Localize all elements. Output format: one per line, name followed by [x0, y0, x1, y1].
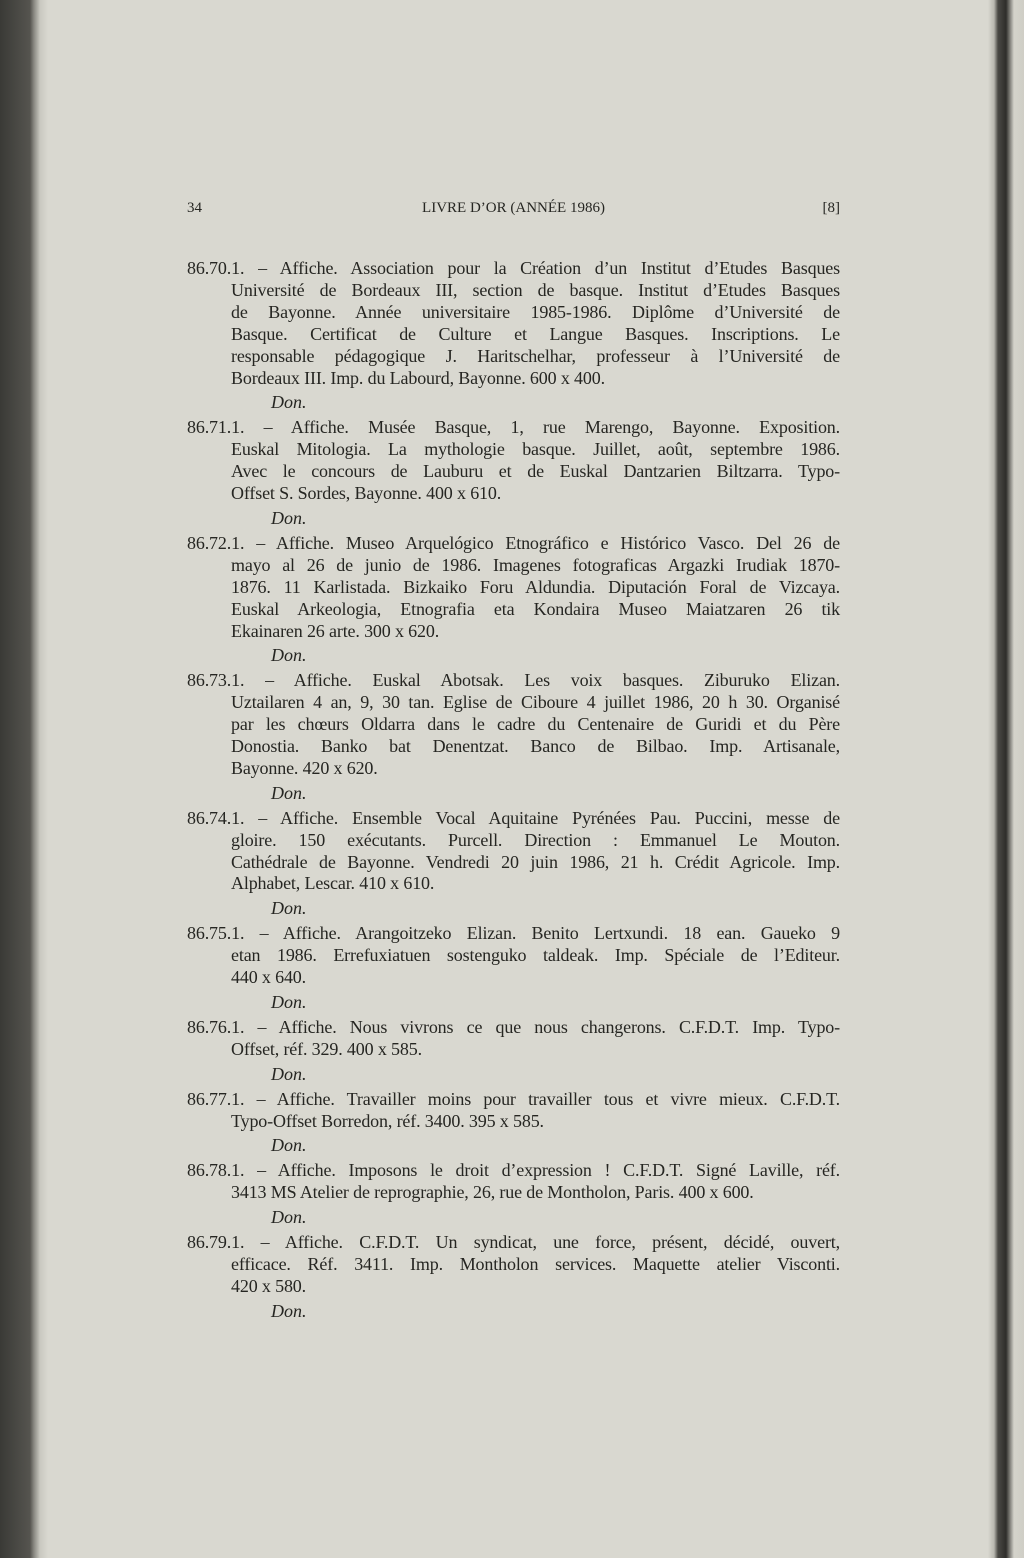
catalogue-entry [187, 1232, 840, 1323]
entry-line: Euskal Mitologia. La mythologie basque. Juillet, août, septembre 1986. [231, 439, 840, 460]
entry-provenance: Don. [271, 645, 307, 666]
catalogue-entry [187, 670, 840, 804]
entry-line: 86.74.1. – Affiche. Ensemble Vocal Aquitaine Pyrénées Pau. Puccini, messe de [187, 807, 840, 828]
catalogue-entries [187, 258, 840, 1326]
catalogue-entry [187, 923, 840, 1014]
entry-line: 3413 MS Atelier de reprographie, 26, rue de Montholon, Paris. 400 x 600. [231, 1182, 754, 1203]
entry-line: Basque. Certificat de Culture et Langue Basques. Inscriptions. Le [231, 323, 840, 344]
page-number: 34 [187, 200, 202, 216]
entry-line: par les chœurs Oldarra dans le cadre du Centenaire de Guridi et du Père [231, 714, 840, 735]
catalogue-entry [187, 258, 840, 414]
entry-line: Uztailaren 4 an, 9, 30 tan. Eglise de Ciboure 4 juillet 1986, 20 h 30. Organisé [231, 692, 840, 713]
catalogue-entry [187, 808, 840, 921]
entry-provenance: Don. [271, 1063, 307, 1084]
entry-provenance: Don. [271, 1300, 307, 1321]
section-number: [8] [822, 200, 840, 216]
entry-line: etan 1986. Errefuxiatuen sostenguko taldeak. Imp. Spéciale de l’Editeur. [231, 945, 840, 966]
entry-provenance: Don. [271, 898, 307, 919]
entry-provenance: Don. [271, 1207, 307, 1228]
entry-line: gloire. 150 exécutants. Purcell. Direction : Emmanuel Le Mouton. [231, 829, 840, 850]
entry-line: 86.70.1. – Affiche. Association pour la Création d’un Institut d’Etudes Basques [187, 258, 840, 278]
entry-line: efficace. Réf. 3411. Imp. Montholon services. Maquette atelier Visconti. [231, 1253, 840, 1274]
entry-line: Offset S. Sordes, Bayonne. 400 x 610. [231, 483, 502, 504]
catalogue-entry [187, 1089, 840, 1158]
running-header [187, 200, 840, 222]
entry-line: 86.79.1. – Affiche. C.F.D.T. Un syndicat, une force, présent, décidé, ouvert, [187, 1232, 840, 1253]
catalogue-entry [187, 1017, 840, 1086]
entry-line: 1876. 11 Karlistada. Bizkaiko Foru Aldundia. Diputación Foral de Vizcaya. [231, 576, 840, 597]
entry-provenance: Don. [271, 992, 307, 1012]
entry-line: Donostia. Banko bat Denentzat. Banco de Bilbao. Imp. Artisanale, [231, 736, 840, 757]
running-title: LIVRE D’OR (ANNÉE 1986) [422, 200, 605, 216]
entry-line: Typo-Offset Borredon, réf. 3400. 395 x 585. [231, 1110, 544, 1131]
entry-line: Offset, réf. 329. 400 x 585. [231, 1038, 422, 1059]
entry-line: 86.73.1. – Affiche. Euskal Abotsak. Les voix basques. Ziburuko Elizan. [187, 670, 840, 691]
catalogue-entry [187, 1160, 840, 1229]
entry-line: 86.78.1. – Affiche. Imposons le droit d’expression ! C.F.D.T. Signé Laville, réf. [187, 1160, 840, 1181]
entry-line: Euskal Arkeologia, Etnografia eta Kondaira Museo Maiatzaren 26 tik [231, 598, 840, 619]
entry-line: 86.76.1. – Affiche. Nous vivrons ce que nous changerons. C.F.D.T. Imp. Typo- [187, 1016, 840, 1037]
page-binding-edge-right [988, 0, 1024, 1558]
entry-line: Bayonne. 420 x 620. [231, 757, 378, 778]
entry-line: 86.75.1. – Affiche. Arangoitzeko Elizan. Benito Lertxundi. 18 ean. Gaueko 9 [187, 923, 840, 944]
entry-line: 86.72.1. – Affiche. Museo Arquelógico Etnográfico e Histórico Vasco. Del 26 de [187, 532, 840, 553]
entry-line: mayo al 26 de junio de 1986. Imagenes fotograficas Argazki Irudiak 1870- [231, 554, 840, 575]
entry-line: 86.71.1. – Affiche. Musée Basque, 1, rue Marengo, Bayonne. Exposition. [187, 417, 840, 438]
entry-line: Cathédrale de Bayonne. Vendredi 20 juin 1986, 21 h. Crédit Agricole. Imp. [231, 851, 840, 872]
entry-line: Alphabet, Lescar. 410 x 610. [231, 873, 435, 894]
entry-line: Avec le concours de Lauburu et de Euskal Dantzarien Biltzarra. Typo- [231, 461, 840, 482]
entry-line: Bordeaux III. Imp. du Labourd, Bayonne. 600 x 400. [231, 367, 605, 388]
entry-line: 420 x 580. [231, 1275, 307, 1296]
entry-provenance: Don. [271, 507, 307, 528]
entry-line: de Bayonne. Année universitaire 1985-1986. Diplôme d’Université de [231, 301, 840, 322]
entry-provenance: Don. [271, 1135, 307, 1156]
entry-line: Université de Bordeaux III, section de basque. Institut d’Etudes Basques [231, 279, 840, 300]
entry-provenance: Don. [271, 392, 307, 413]
entry-line: 440 x 640. [231, 967, 307, 988]
entry-line: 86.77.1. – Affiche. Travailler moins pour travailler tous et vivre mieux. C.F.D.T. [187, 1088, 840, 1109]
catalogue-entry [187, 417, 840, 530]
entry-line: responsable pédagogique J. Haritschelhar, professeur à l’Université de [231, 345, 840, 366]
page-binding-edge-left [0, 0, 48, 1558]
catalogue-entry [187, 533, 840, 667]
entry-line: Ekainaren 26 arte. 300 x 620. [231, 620, 440, 641]
entry-provenance: Don. [271, 782, 307, 803]
